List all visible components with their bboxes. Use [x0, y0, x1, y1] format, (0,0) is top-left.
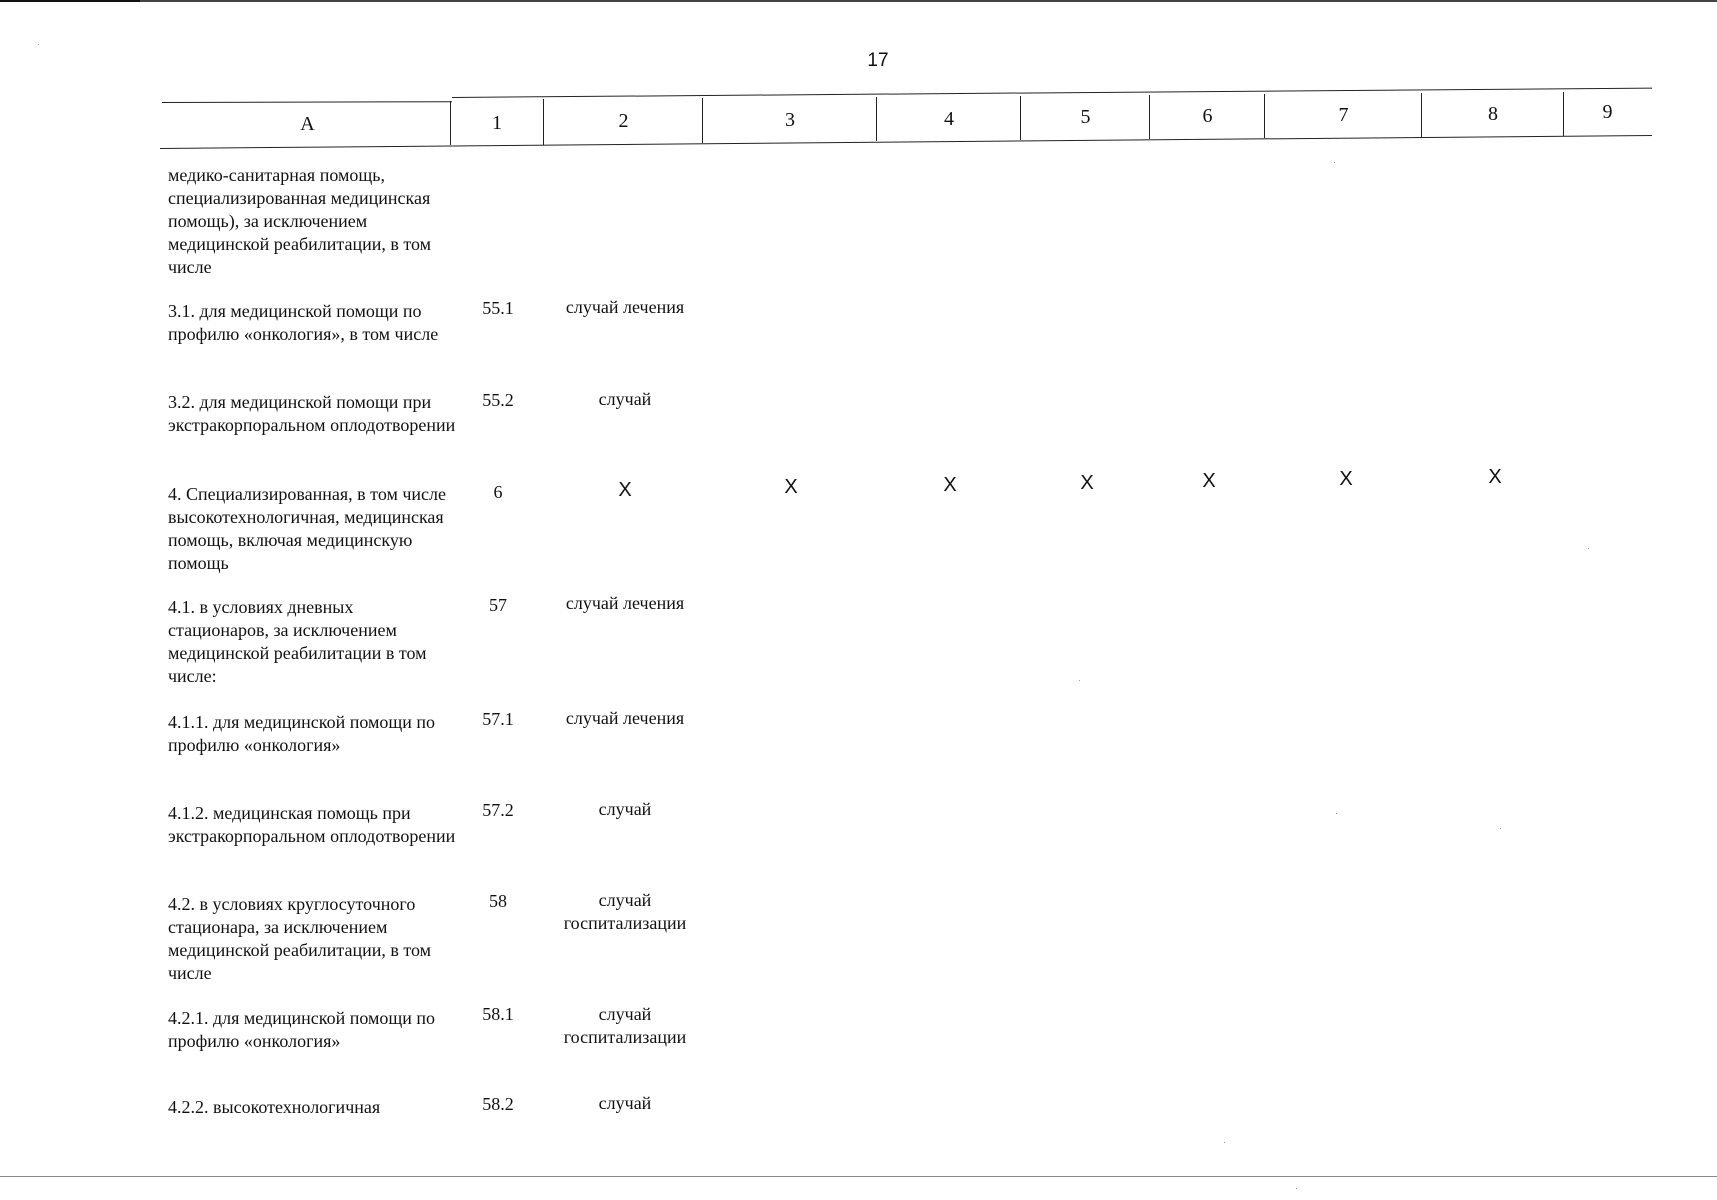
scan-speck: [1588, 548, 1589, 549]
row-label: 4.2.2. высокотехнологичная: [168, 1097, 381, 1117]
x-mark: Х: [1488, 466, 1502, 488]
row-code: 58.1: [482, 1004, 514, 1024]
x-mark: Х: [1080, 472, 1094, 494]
column-divider: [702, 98, 703, 143]
x-mark: Х: [1339, 468, 1353, 490]
row-code: 57.2: [482, 800, 514, 820]
row-unit: случай лечения: [565, 593, 685, 613]
scan-speck: [1500, 828, 1501, 829]
column-header-9: 9: [1602, 101, 1613, 123]
scan-speck: [1334, 162, 1335, 163]
row-code: 55.2: [482, 390, 514, 410]
column-header-2: 2: [618, 110, 629, 132]
row-label: 3.2. для медицинской помощи при экстракорпоральном оплодотворении: [168, 392, 456, 435]
column-divider: [876, 97, 877, 141]
row-code: 58: [489, 891, 507, 911]
column-divider: [1264, 94, 1265, 138]
scan-speck: [1079, 680, 1080, 681]
column-header-4: 4: [944, 108, 954, 130]
column-header-3: 3: [785, 109, 795, 131]
scan-corner-mark: [0, 0, 140, 2]
scan-speck: [1296, 1188, 1297, 1189]
row-code: 58.2: [482, 1094, 514, 1114]
row-unit: случай: [598, 799, 652, 819]
row-unit: случай: [598, 389, 652, 409]
row-label: 4. Специализированная, в том числе высокотехнологичная, медицинская помощь, включая медицинскую помощь: [168, 484, 447, 573]
column-divider: [1149, 95, 1150, 139]
column-divider: [1563, 92, 1564, 136]
row-label: 4.1.2. медицинская помощь при экстракорпоральном оплодотворении: [168, 803, 456, 846]
row-unit: случай: [598, 1093, 652, 1113]
row-code: 57: [489, 595, 507, 615]
scan-bottom-edge: [0, 1176, 1717, 1177]
row-unit: случай госпитализации: [563, 890, 687, 933]
column-header-5: 5: [1080, 106, 1091, 128]
x-mark: Х: [943, 474, 957, 496]
column-divider: [1020, 96, 1021, 140]
column-header-6: 6: [1202, 105, 1213, 127]
column-divider: [450, 101, 451, 145]
scan-speck: [38, 44, 39, 45]
row-label: 4.1. в условиях дневных стационаров, за исключением медицинской реабилитации в том числе:: [168, 597, 427, 686]
row-code: 6: [493, 482, 503, 502]
row-label: 3.1. для медицинской помощи по профилю «онкология», в том числе: [168, 301, 439, 344]
header-top-line: [452, 88, 1652, 98]
column-header-a: А: [300, 113, 315, 135]
header-top-line: [162, 101, 452, 103]
column-header-8: 8: [1488, 103, 1498, 125]
scan-speck: [1336, 813, 1337, 814]
column-divider: [1421, 93, 1422, 137]
row-code: 57.1: [482, 709, 514, 729]
scan-top-edge: [0, 0, 1717, 2]
row-code: 55.1: [482, 298, 514, 318]
x-mark: Х: [784, 476, 798, 498]
row-label: 4.1.1. для медицинской помощи по профилю «онкология»: [168, 712, 436, 755]
row-label: медико-санитарная помощь, специализированная медицинская помощь), за исключением медицинской реабилитации, в том числе: [168, 165, 432, 277]
row-unit: случай лечения: [565, 297, 685, 317]
column-divider: [543, 99, 544, 145]
x-mark: Х: [1202, 470, 1216, 492]
row-unit: случай госпитализации: [563, 1004, 687, 1047]
column-header-1: 1: [492, 112, 502, 134]
header-bottom-line: [160, 135, 1652, 149]
scan-speck: [1224, 1142, 1225, 1143]
row-label: 4.2.1. для медицинской помощи по профилю «онкология»: [168, 1008, 436, 1051]
x-mark: Х: [618, 479, 632, 501]
page-number: 17: [867, 50, 889, 71]
row-unit: случай лечения: [565, 708, 685, 728]
row-label: 4.2. в условиях круглосуточного стационара, за исключением медицинской реабилитации, в том числе: [168, 894, 432, 983]
column-header-7: 7: [1338, 104, 1349, 126]
